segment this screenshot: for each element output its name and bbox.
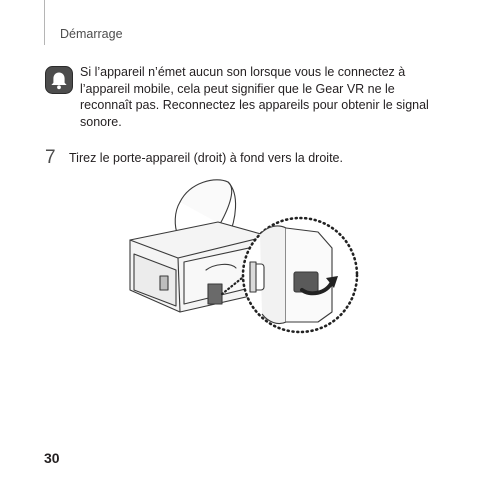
page-number: 30 [44, 450, 60, 466]
section-label: Démarrage [60, 27, 123, 41]
step-number: 7 [45, 147, 56, 168]
bell-warning-icon [45, 66, 73, 94]
header-divider [44, 0, 45, 45]
gear-vr-headset-holder-illustration [118, 172, 368, 344]
step-text: Tirez le porte-appareil (droit) à fond vers la droite. [69, 151, 343, 165]
note-text: Si l’appareil n’émet aucun son lorsque vous le connectez à l’appareil mobile, cela peut signifier que le Gear VR ne le reconnaît pas. Reconnectez les appareils pour obtenir le signal sonore. [80, 65, 429, 129]
